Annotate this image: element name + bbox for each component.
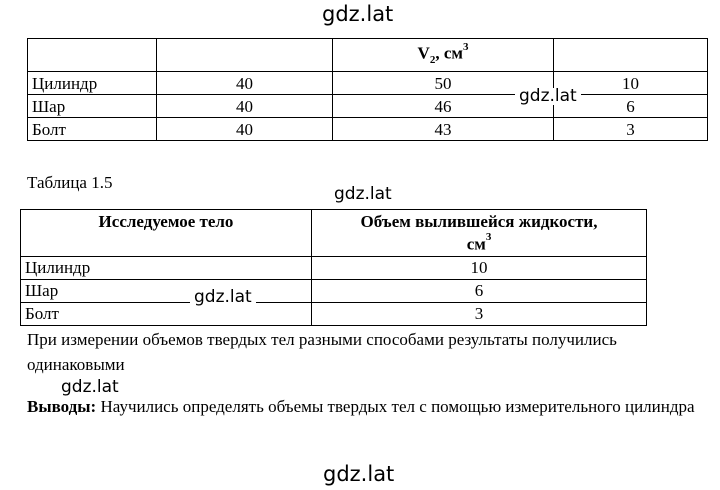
cell-v1: 40 [157,95,333,118]
cell-volume: 6 [312,279,647,302]
watermark-caption: gdz.lat [334,184,392,204]
cell-body-name: Шар [28,95,157,118]
cell-diff: 10 [554,72,708,95]
cell-body-name: Шар [21,279,312,302]
conclusion-text: Научились определять объемы твердых тел с помощью измерительного цилиндра [96,397,695,416]
header-cell-empty [28,39,157,72]
table-row [21,302,647,325]
table-row [28,95,708,118]
cell-body-name: Болт [21,302,312,325]
conclusion-label: Выводы: [27,397,97,416]
cell-body-name: Цилиндр [28,72,157,95]
header-cell-volume: Объем вылившейся жидкости, $см^3$ [312,210,647,257]
header-cell-v2: $V_2$, $см^3$ [333,39,554,72]
cell-diff: 6 [554,95,708,118]
watermark-bottom: gdz.lat [323,462,395,486]
cell-body-name: Болт [28,118,157,141]
cell-volume: 3 [312,302,647,325]
header-cell-empty [157,39,333,72]
table-row [28,118,708,141]
result-paragraph: При измерении объемов твердых тел разными способами результаты получились одинаковыми [27,330,617,374]
table-caption: Таблица 1.5 [27,173,113,192]
header-cell-empty [554,39,708,72]
cell-v1: 40 [157,118,333,141]
table-header-row [28,39,708,72]
cell-body-name: Цилиндр [21,256,312,279]
table-header-row [21,210,647,257]
cell-diff: 3 [554,118,708,141]
cell-v1: 40 [157,72,333,95]
header-cell-body: Исследуемое тело [21,210,312,257]
displaced-liquid-table [20,209,647,326]
table-row [21,256,647,279]
volume-table [27,38,708,141]
watermark-table1: gdz.lat [515,88,581,105]
watermark-top: gdz.lat [322,2,394,26]
cell-v2: 43 [333,118,554,141]
watermark-conclusion: gdz.lat [61,377,119,397]
table-row [21,279,647,302]
cell-v2: 50 [333,72,554,95]
conclusion-paragraph [27,394,697,419]
watermark-table2: gdz.lat [190,289,256,306]
cell-volume: 10 [312,256,647,279]
cell-v2: 46 [333,95,554,118]
table-row [28,72,708,95]
